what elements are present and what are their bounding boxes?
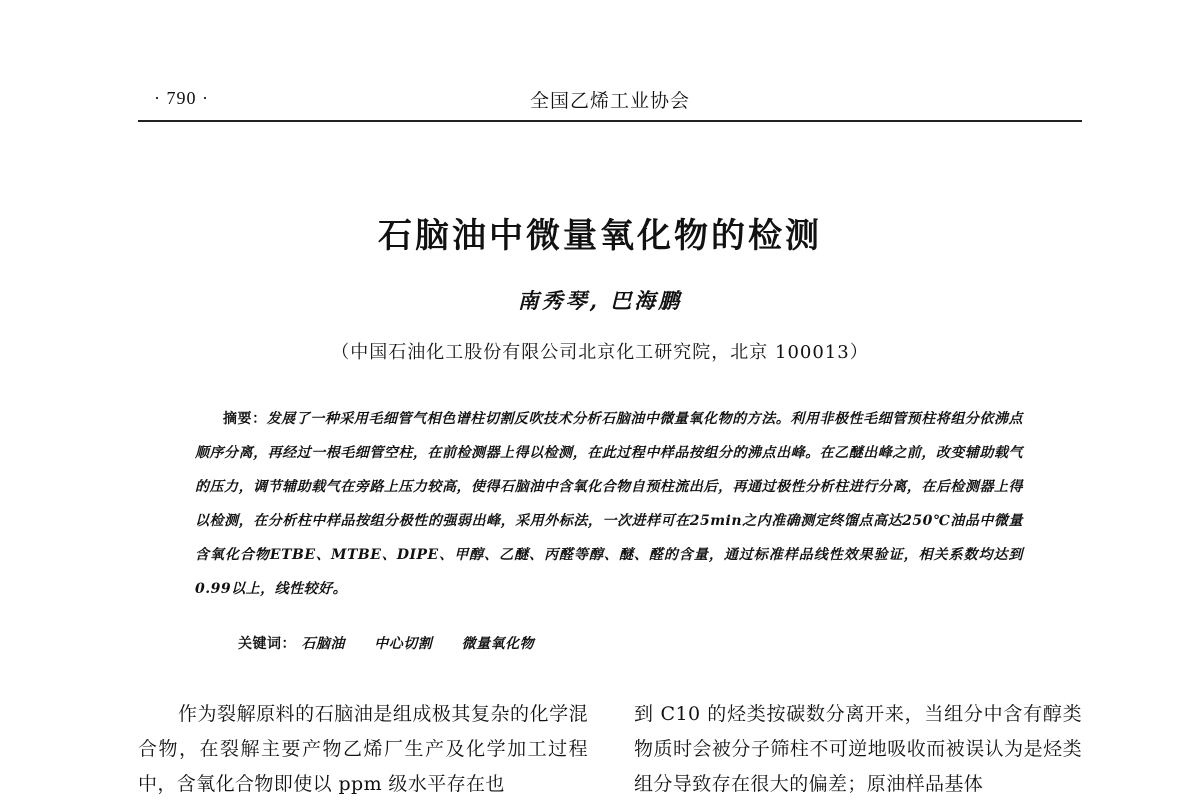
keyword: 微量氧化物: [461, 636, 535, 652]
paper-title: 石脑油中微量氧化物的检测: [378, 215, 822, 256]
page-header: [138, 78, 1082, 122]
page-number: · 790 ·: [154, 88, 209, 108]
authors: 南秀琴, 巴海鹏: [517, 288, 683, 313]
body-paragraph: 到 C10 的烃类按碳数分离开来，当组分中含有醇类物质时会被分子筛柱不可逆地吸收而被误认为是烃类组分导致存在很大的偏差；原油样品基体: [634, 703, 1082, 795]
keywords-label: 关键词：: [238, 636, 296, 652]
keywords: [238, 627, 558, 661]
abstract: [195, 402, 1023, 606]
running-title: 全国乙烯工业协会: [529, 90, 690, 112]
keyword: 中心切割: [374, 636, 433, 652]
affiliation: （中国石油化工股份有限公司北京化工研究院，北京 100013）: [331, 342, 869, 363]
body-column-left: [138, 697, 588, 802]
keyword: 石脑油: [301, 636, 345, 652]
abstract-label: 摘要：: [223, 411, 267, 427]
abstract-text: 发展了一种采用毛细管气相色谱柱切割反吹技术分析石脑油中微量氧化物的方法。利用非极性毛细管预柱将组分依沸点顺序分离，再经过一根毛细管空柱，在前检测器上得以检测，在此过程中样品按组分的沸点出峰。在乙醚出峰之前，改变辅助载气的压力，调节辅助载气在旁路上压力较高，使得石脑油中含氧化合物自预柱流出后，再通过极性分析柱进行分离，在后检测器上得以检测，在分析柱中样品按组分极性的强弱出峰，采用外标法，一次进样可在25min之内准确测定终馏点高达250℃油品中微量含氧化合物ETBE、MTBE、DIPE、甲醇、乙醚、丙醛等醇、醚、醛的含量，通过标准样品线性效果验证，相关系数均达到0.99以上，线性较好。: [195, 411, 1023, 597]
body-column-right: [634, 697, 1082, 802]
body-paragraph: 作为裂解原料的石脑油是组成极其复杂的化学混合物，在裂解主要产物乙烯厂生产及化学加工过程中，含氧化合物即使以 ppm 级水平存在也: [138, 703, 588, 795]
